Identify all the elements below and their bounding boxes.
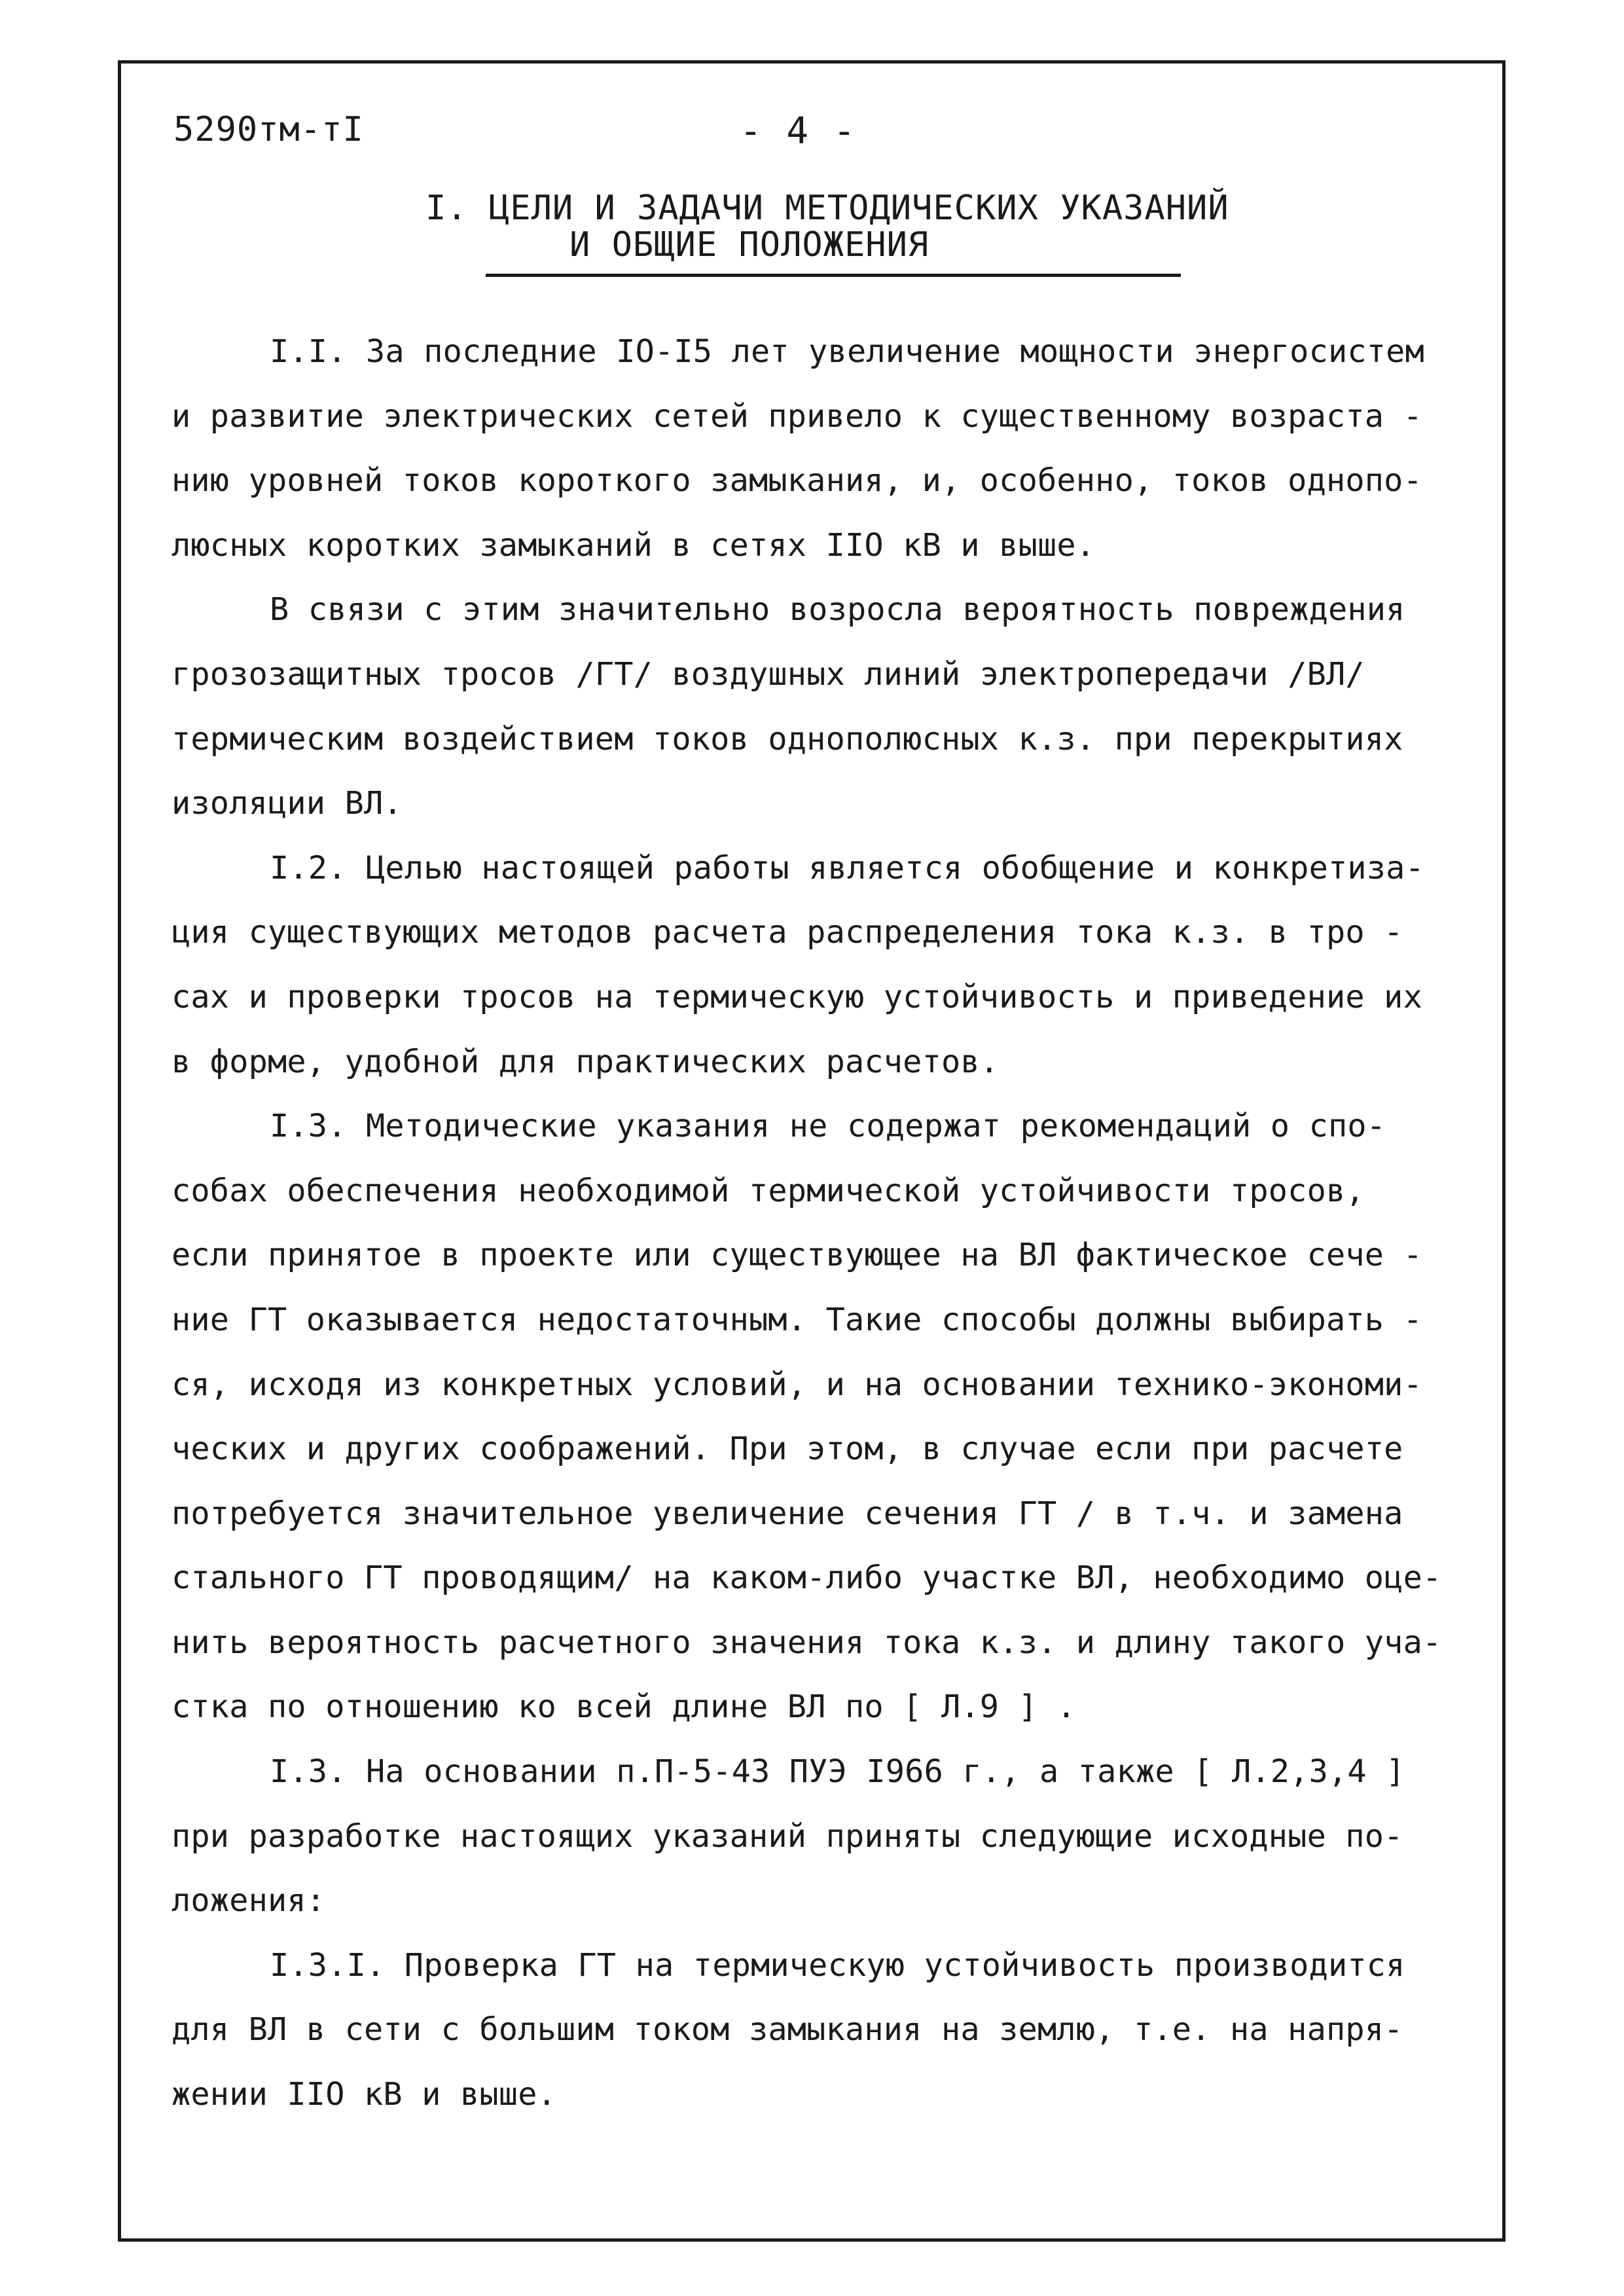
paragraph-1-3-1-line: жении IIO кВ и выше.: [171, 2076, 556, 2113]
paragraph-1-3-line: собах обеспечения необходимой термической устойчивости тросов,: [171, 1172, 1365, 1209]
section-title-line-2: И ОБЩИЕ ПОЛОЖЕНИЯ: [569, 225, 929, 264]
paragraph-1-3-line: стального ГТ проводящим/ на каком-либо участке ВЛ, необходимо оце-: [171, 1559, 1442, 1597]
page-number: - 4 -: [740, 110, 857, 153]
paragraph-1-1-line: нию уровней токов короткого замыкания, и, особенно, токов однопо-: [171, 462, 1422, 500]
document-code: 5290тм-тI: [173, 110, 364, 149]
paragraph-1-3-line: ся, исходя из конкретных условий, и на основании технико-экономи-: [171, 1366, 1422, 1403]
paragraph-1-1-line: люсных коротких замыканий в сетях IIO кВ и выше.: [171, 526, 1096, 564]
title-underline: [486, 274, 1181, 277]
document-body: [171, 319, 1474, 2127]
section-title-line-1: I. ЦЕЛИ И ЗАДАЧИ МЕТОДИЧЕСКИХ УКАЗАНИЙ: [425, 189, 1229, 228]
paragraph-1-3-line: нить вероятность расчетного значения тока к.з. и длину такого уча-: [171, 1624, 1442, 1661]
paragraph-1-3-line: если принятое в проекте или существующее на ВЛ фактическое сече -: [171, 1237, 1422, 1274]
paragraph-1-1-line: I.I. За последние IO-I5 лет увеличение мощности энергосистем: [270, 333, 1424, 370]
paragraph-1-2-line: ция существующих методов расчета распределения тока к.з. в тро -: [171, 914, 1403, 951]
paragraph-1-3b-line: I.3. На основании п.П-5-43 ПУЭ I966 г., а также [ Л.2,3,4 ]: [270, 1753, 1405, 1791]
paragraph-1-1b-line: В связи с этим значительно возросла вероятность повреждения: [270, 591, 1405, 629]
paragraph-1-3-1-line: I.3.I. Проверка ГТ на термическую устойчивость производится: [270, 1946, 1405, 1984]
paragraph-1-1-line: и развитие электрических сетей привело к существенному возраста -: [171, 397, 1422, 435]
paragraph-1-3-line: I.3. Методические указания не содержат рекомендаций о спо-: [270, 1108, 1386, 1145]
paragraph-1-2-line: в форме, удобной для практических расчетов.: [171, 1043, 1000, 1080]
paragraph-1-1b-line: грозозащитных тросов /ГТ/ воздушных линий электропередачи /ВЛ/: [171, 655, 1365, 693]
paragraph-1-3b-line: ложения:: [171, 1882, 326, 1920]
paragraph-1-3-line: стка по отношению ко всей длине ВЛ по [ Л.9 ] .: [171, 1688, 1076, 1726]
section-title: [425, 190, 1250, 263]
paragraph-1-2-line: сах и проверки тросов на термическую устойчивость и приведение их: [171, 978, 1422, 1015]
paragraph-1-1b-line: изоляции ВЛ.: [171, 785, 403, 822]
paragraph-1-3-line: ческих и других соображений. При этом, в случае если при расчете: [171, 1430, 1403, 1468]
paragraph-1-2-line: I.2. Целью настоящей работы является обобщение и конкретиза-: [270, 849, 1424, 886]
paragraph-1-3b-line: при разработке настоящих указаний приняты следующие исходные по-: [171, 1817, 1403, 1855]
paragraph-1-3-line: ние ГТ оказывается недостаточным. Такие способы должны выбирать -: [171, 1301, 1422, 1338]
paragraph-1-1b-line: термическим воздействием токов однополюсных к.з. при перекрытиях: [171, 720, 1403, 757]
paragraph-1-3-line: потребуется значительное увеличение сечения ГТ / в т.ч. и замена: [171, 1495, 1403, 1532]
paragraph-1-3-1-line: для ВЛ в сети с большим током замыкания на землю, т.е. на напря-: [171, 2011, 1403, 2049]
